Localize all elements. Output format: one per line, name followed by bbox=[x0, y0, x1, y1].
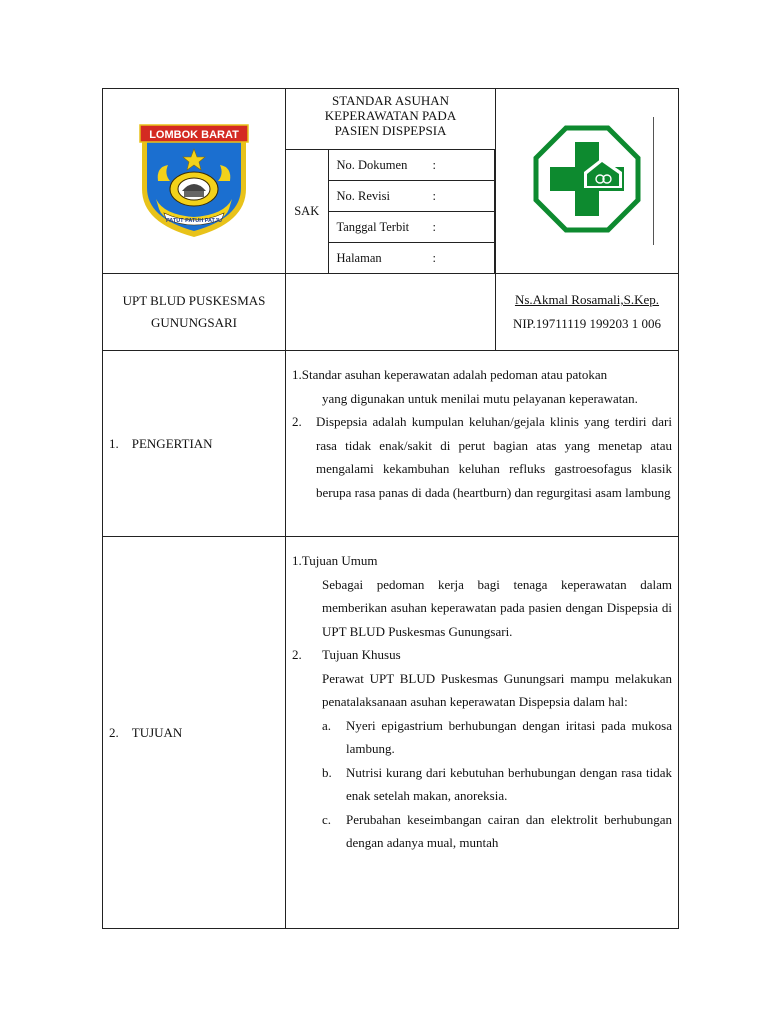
pengertian-row bbox=[103, 351, 679, 537]
signatory-nip: NIP.19711119 199203 1 006 bbox=[512, 316, 662, 331]
left-logo-cell bbox=[103, 89, 286, 274]
document-meta-table bbox=[286, 149, 495, 273]
emblem-banner-text: LOMBOK BARAT bbox=[149, 129, 239, 141]
title-line: PASIEN DISPEPSIA bbox=[334, 123, 447, 138]
sak-label: SAK bbox=[286, 150, 328, 274]
document-title bbox=[286, 89, 495, 149]
signatory bbox=[496, 274, 679, 351]
right-logo-cell bbox=[496, 89, 679, 274]
meta-label: No. Dokumen bbox=[336, 157, 408, 172]
list-item bbox=[292, 714, 672, 761]
item-number: 2. bbox=[292, 647, 302, 662]
org-name-line: GUNUNGSARI bbox=[151, 315, 237, 330]
item-letter: a. bbox=[322, 717, 332, 733]
list-item bbox=[292, 761, 672, 808]
blank-cell bbox=[286, 274, 496, 351]
list-item bbox=[292, 410, 672, 504]
meta-colon: : bbox=[432, 188, 436, 203]
meta-label: No. Revisi bbox=[336, 188, 390, 203]
puskesmas-logo-icon bbox=[532, 124, 642, 234]
item-number: 1. bbox=[292, 367, 302, 382]
item-text: Nutrisi kurang dari kebutuhan berhubungan dengan rasa tidak enak setelah makan, anoreksia. bbox=[346, 764, 672, 803]
meta-colon: : bbox=[432, 250, 436, 265]
title-meta-cell bbox=[286, 89, 496, 274]
section-title-tujuan: 2. TUJUAN bbox=[103, 537, 286, 929]
section-content-tujuan bbox=[286, 537, 679, 929]
title-line: STANDAR ASUHAN bbox=[331, 93, 450, 108]
sop-document bbox=[102, 88, 678, 926]
item-text-continued: yang digunakan untuk menilai mutu pelayanan keperawatan. bbox=[322, 390, 638, 406]
meta-colon: : bbox=[432, 157, 436, 172]
section-content-pengertian bbox=[286, 351, 679, 537]
item-text: Perubahan keseimbangan cairan dan elektrolit berhubungan dengan adanya mual, muntah bbox=[346, 811, 672, 850]
tujuan-khusus-text: Perawat UPT BLUD Puskesmas Gunungsari mampu melakukan penatalaksanaan asuhan keperawatan Dispepsia dalam hal: bbox=[322, 670, 672, 709]
org-name bbox=[103, 274, 286, 351]
org-row bbox=[103, 274, 679, 351]
signatory-name: Ns.Akmal Rosamali,S.Kep. bbox=[514, 292, 660, 307]
logo-divider bbox=[653, 117, 654, 245]
title-line: KEPERAWATAN PADA bbox=[324, 108, 457, 123]
item-text: Standar asuhan keperawatan adalah pedoman atau patokan bbox=[301, 367, 608, 382]
meta-no-revisi bbox=[328, 181, 495, 212]
item-text: Dispepsia adalah kumpulan keluhan/gejala klinis yang terdiri dari rasa tidak enak/sakit di perut bagian atas yang menetap atau mengalami kekambuhan keluhan refluks gastroesofagus klasik berupa rasa panas di dada (heartburn) dan regurgitasi asam lambung bbox=[316, 414, 672, 500]
lombok-barat-emblem-icon bbox=[134, 119, 254, 239]
meta-colon: : bbox=[432, 219, 436, 234]
tujuan-umum-text: Sebagai pedoman kerja bagi tenaga keperawatan dalam memberikan asuhan keperawatan pada pasien dengan Dispepsia di UPT BLUD Puskesmas Gunungsari. bbox=[322, 576, 672, 639]
item-text: Nyeri epigastrium berhubungan dengan iritasi pada mukosa lambung. bbox=[346, 717, 672, 756]
item-text: Tujuan Khusus bbox=[322, 647, 401, 662]
list-item bbox=[292, 808, 672, 855]
item-letter: c. bbox=[322, 811, 332, 827]
list-item bbox=[292, 363, 672, 387]
meta-label: Tanggal Terbit bbox=[336, 219, 410, 234]
sop-table bbox=[102, 88, 679, 929]
tujuan-row bbox=[103, 537, 679, 929]
emblem-motto-text: PATUT PATUH PATJU bbox=[166, 218, 222, 224]
org-name-line: UPT BLUD PUSKESMAS bbox=[122, 293, 266, 308]
meta-tanggal-terbit bbox=[328, 212, 495, 243]
meta-halaman bbox=[328, 243, 495, 274]
meta-label: Halaman bbox=[336, 250, 382, 265]
item-letter: b. bbox=[322, 764, 332, 780]
tujuan-umum-heading: 1.Tujuan Umum bbox=[292, 553, 378, 568]
tujuan-khusus-heading bbox=[292, 643, 672, 667]
section-title-pengertian: 1. PENGERTIAN bbox=[103, 351, 286, 537]
header-row bbox=[103, 89, 679, 274]
meta-no-dokumen bbox=[328, 150, 495, 181]
item-number: 2. bbox=[292, 414, 312, 429]
